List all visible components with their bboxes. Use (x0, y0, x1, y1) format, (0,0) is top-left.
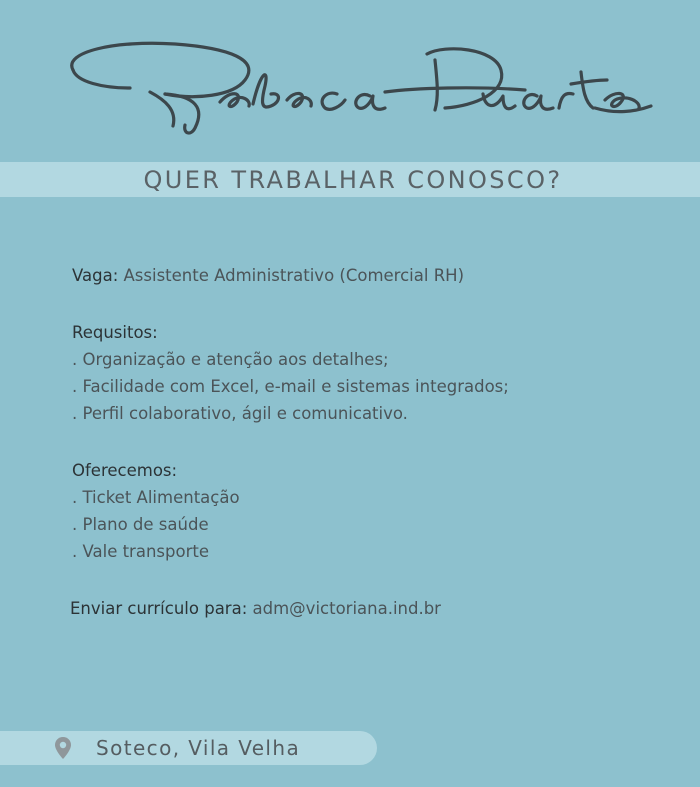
map-pin-icon (52, 735, 74, 761)
signature-logo-graphic (55, 30, 655, 140)
spacer (72, 427, 672, 457)
location-text: Soteco, Vila Velha (96, 736, 301, 760)
contact-email[interactable]: adm@victoriana.ind.br (252, 599, 441, 618)
oferecemos-label: Oferecemos: (72, 461, 178, 480)
vaga-row (72, 262, 672, 289)
requisito-item: . Perfil colaborativo, ágil e comunicativo. (72, 404, 408, 423)
contact-row (70, 595, 672, 622)
headline-banner (0, 162, 700, 197)
requisitos-label: Requsitos: (72, 323, 158, 342)
contact-label: Enviar currículo para: (70, 599, 248, 618)
signature-logo (55, 30, 655, 140)
page-title: QUER TRABALHAR CONOSCO? (143, 165, 563, 194)
beneficio-item: . Vale transporte (72, 542, 209, 561)
spacer (72, 565, 672, 595)
vaga-label: Vaga: (72, 266, 119, 285)
spacer (72, 289, 672, 319)
beneficio-item: . Ticket Alimentação (72, 488, 240, 507)
location-bar (0, 731, 377, 765)
beneficio-item: . Plano de saúde (72, 515, 209, 534)
requisito-item: . Organização e atenção aos detalhes; (72, 350, 389, 369)
job-details (72, 262, 672, 622)
vaga-value: Assistente Administrativo (Comercial RH) (123, 266, 465, 285)
requisito-item: . Facilidade com Excel, e-mail e sistemas integrados; (72, 377, 509, 396)
